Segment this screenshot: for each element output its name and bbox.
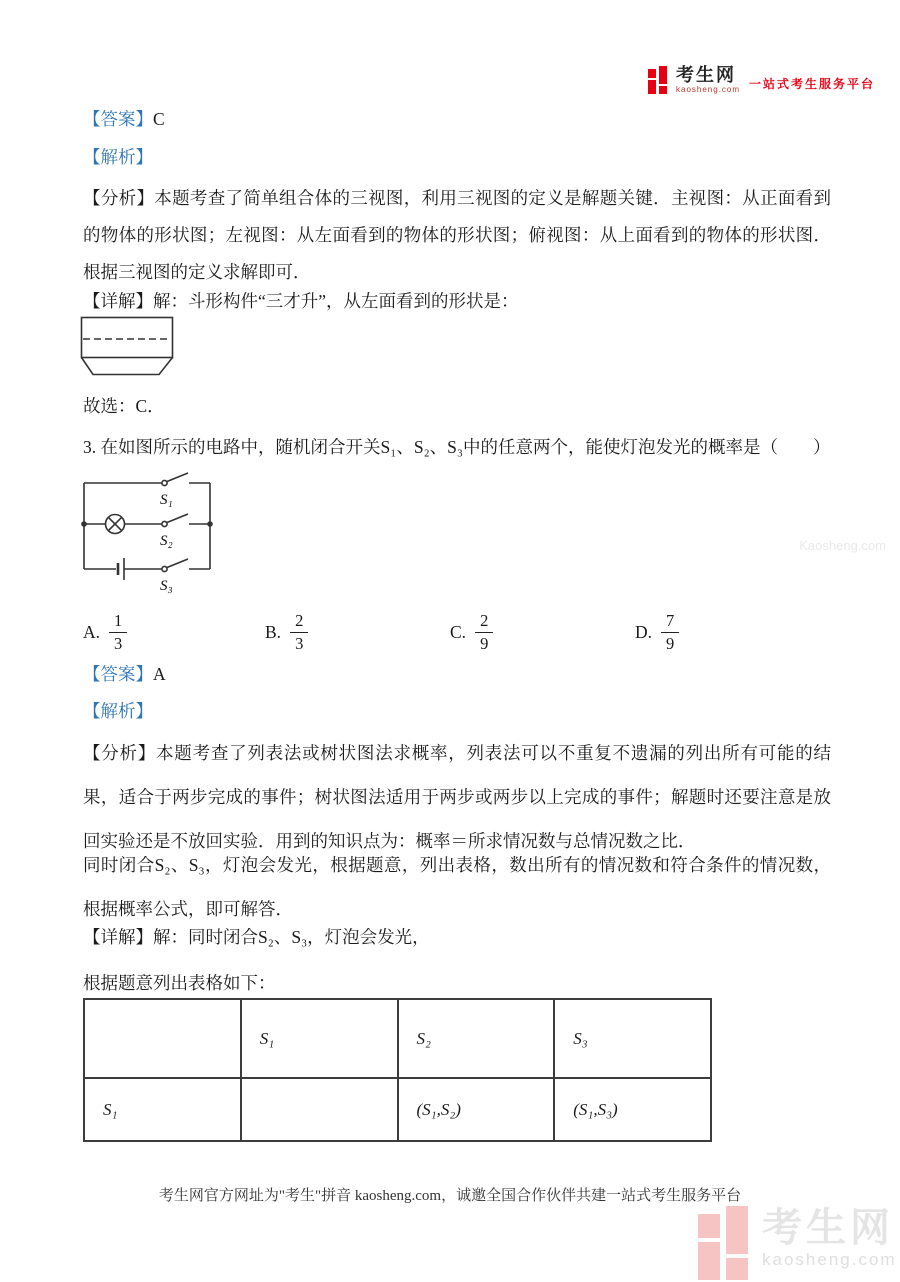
table-cell: (S₁,S₂) (398, 1078, 555, 1141)
table-cell: S₂ (398, 999, 555, 1078)
q3-answer-line (83, 661, 166, 686)
table-cell: S₃ (554, 999, 711, 1078)
left-view-figure (80, 316, 176, 378)
option-d-label: D. (635, 622, 653, 642)
logo-tagline: 一站式考生服务平台 (749, 77, 876, 91)
answer-label: 【答案】 (83, 664, 153, 684)
q3-jiexi-label: 【解析】 (83, 701, 153, 721)
table-cell (84, 999, 241, 1078)
table-cell: S₁ (84, 1078, 241, 1141)
watermark-name: 考生网 (762, 1206, 894, 1250)
q2-answer-line (83, 106, 165, 131)
site-logo (648, 66, 875, 94)
option-a (83, 610, 127, 655)
q2-answer-value: C (153, 109, 165, 129)
watermark-domain: kaosheng.com (762, 1250, 897, 1269)
table-cell (241, 1078, 398, 1141)
option-c (450, 610, 493, 655)
q3-stem: 3. 在如图所示的电路中，随机闭合开关S₁、S₂、S₃中的任意两个，能使灯泡发光的概率是（ ） (83, 437, 831, 457)
q2-guxuan-line: 故选：C． (83, 396, 165, 416)
watermark-text (762, 1206, 897, 1270)
q3-answer-value: A (153, 664, 166, 684)
logo-domain: kaosheng.com (676, 85, 741, 94)
option-d-fraction: $\frac{7}{9}$ (661, 610, 679, 655)
q3-xiangjie-line: 【详解】解：同时闭合S₂、S₃，灯泡会发光， (83, 927, 430, 947)
page-footer: 考生网官方网址为"考生"拼音 kaosheng.com，诚邀全国合作伙伴共建一站式考生服务平台 (158, 1188, 742, 1204)
option-a-fraction: $\frac{1}{3}$ (109, 610, 127, 655)
q2-jiexi-label: 【解析】 (83, 147, 153, 167)
table-cell: (S₁,S₃) (554, 1078, 711, 1141)
option-b-fraction: $\frac{2}{3}$ (290, 610, 308, 655)
q3-fenxi-paragraph: 【分析】本题考查了列表法或树状图法求概率，列表法可以不重复不遗漏的列出所有可能的结果，适合于两步完成的事件；树状图法适用于两步或两步以上完成的事件；解题时还要注意是放回实验还是不放回实验．用到的知识点为：概率＝所求情况数与总情况数之比． (83, 743, 831, 851)
logo-text (676, 66, 740, 94)
option-b (265, 610, 308, 655)
switch-s1-label: S₁ (160, 492, 173, 508)
kaosheng-logo-icon (648, 66, 667, 94)
q2-xiangjie-line: 【详解】解：斗形构件“三才升”，从左面看到的形状是： (83, 291, 519, 311)
option-d (635, 610, 679, 655)
q2-fenxi-paragraph: 【分析】本题考查了简单组合体的三视图，利用三视图的定义是解题关键．主视图：从正面看到的物体的形状图；左视图：从左面看到的物体的形状图；俯视图：从上面看到的物体的形状图．根据三视图的定义求解即可． (83, 188, 831, 282)
option-c-label: C. (450, 622, 467, 642)
logo-name: 考生网 (676, 65, 736, 85)
table-cell: S₁ (241, 999, 398, 1078)
switch-s3-label: S₃ (160, 578, 173, 594)
q3-table-intro: 根据题意列出表格如下： (83, 973, 276, 993)
probability-table (83, 998, 712, 1142)
bottom-watermark (698, 1206, 897, 1282)
option-c-fraction: $\frac{2}{9}$ (475, 610, 493, 655)
table-header-row (84, 999, 711, 1078)
answer-label: 【答案】 (83, 109, 153, 129)
circuit-diagram (76, 470, 226, 598)
q3-tongshi-paragraph: 同时闭合S₂、S₃，灯泡会发光，根据题意，列出表格，数出所有的情况数和符合条件的情况数，根据概率公式，即可解答． (83, 855, 831, 919)
option-a-label: A. (83, 622, 101, 642)
side-watermark: Kaosheng.com (799, 538, 886, 553)
switch-s2-label: S₂ (160, 533, 173, 549)
kaosheng-watermark-icon (698, 1206, 750, 1282)
option-b-label: B. (265, 622, 282, 642)
table-row (84, 1078, 711, 1141)
